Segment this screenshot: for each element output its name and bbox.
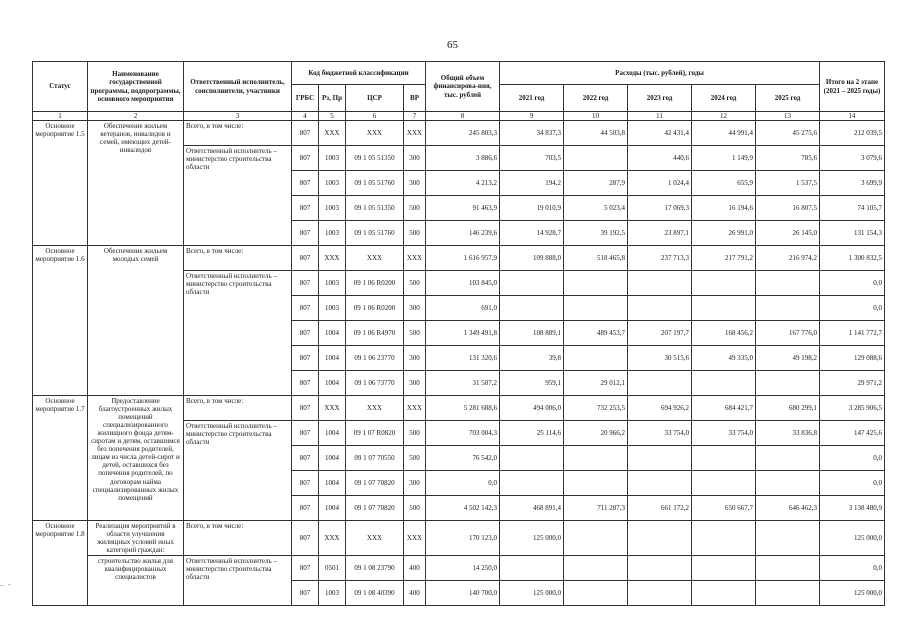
csr-cell: XXX: [346, 246, 404, 271]
name-cell: строительство жилья для квалифицированных специалистов: [88, 556, 184, 606]
total-cell: 14 250,0: [426, 556, 500, 581]
grbs-cell: 807: [292, 196, 319, 221]
y2022-cell: 39 192,5: [564, 221, 628, 246]
y2024-cell: [692, 581, 756, 606]
y2021-cell: [500, 471, 564, 496]
vr-cell: 300: [404, 296, 426, 321]
total-cell: 5 281 688,6: [426, 396, 500, 421]
total-cell: 691,0: [426, 296, 500, 321]
stage-cell: 131 154,3: [820, 221, 885, 246]
csr-cell: 09 1 06 73770: [346, 371, 404, 396]
column-index: 7: [404, 112, 426, 121]
header-2023: 2023 год: [628, 85, 692, 112]
stage-cell: 125 000,0: [820, 581, 885, 606]
y2025-cell: 216 974,2: [756, 246, 820, 271]
y2023-cell: 33 754,0: [628, 421, 692, 446]
responsible-cell: Всего, в том числе:: [184, 121, 292, 146]
stage-cell: 0,0: [820, 471, 885, 496]
stage-cell: 3 138 480,9: [820, 496, 885, 521]
y2021-cell: [500, 556, 564, 581]
y2022-cell: 518 465,8: [564, 246, 628, 271]
y2025-cell: 167 776,0: [756, 321, 820, 346]
table-row: [33, 556, 885, 581]
name-cell: Обеспечение жильем ветеранов, инвалидов и семей, имеющих детей-инвалидов: [88, 121, 184, 246]
y2023-cell: [628, 471, 692, 496]
total-cell: 131 320,6: [426, 346, 500, 371]
total-cell: 0,0: [426, 471, 500, 496]
total-cell: 1 616 957,9: [426, 246, 500, 271]
y2024-cell: [692, 521, 756, 556]
y2022-cell: [564, 346, 628, 371]
vr-cell: 500: [404, 321, 426, 346]
y2022-cell: 5 023,4: [564, 196, 628, 221]
column-index: 2: [88, 112, 184, 121]
vr-cell: 500: [404, 271, 426, 296]
rzpr-cell: 1003: [319, 221, 346, 246]
y2022-cell: 29 012,1: [564, 371, 628, 396]
y2024-cell: [692, 371, 756, 396]
rzpr-cell: 1004: [319, 321, 346, 346]
scan-edge-mark: – -: [0, 580, 11, 589]
y2022-cell: 287,9: [564, 171, 628, 196]
rzpr-cell: 1003: [319, 271, 346, 296]
y2023-cell: [628, 556, 692, 581]
csr-cell: 09 1 06 23770: [346, 346, 404, 371]
grbs-cell: 807: [292, 296, 319, 321]
y2022-cell: 711 287,3: [564, 496, 628, 521]
stage-cell: 1 300 832,5: [820, 246, 885, 271]
grbs-cell: 807: [292, 371, 319, 396]
header-responsible: Ответственный исполнитель, соисполнители, участники: [184, 62, 292, 112]
name-cell: Реализация мероприятий в области улучшения жилищных условий иных категорий граждан:: [88, 521, 184, 556]
y2025-cell: [756, 471, 820, 496]
y2023-cell: 42 431,4: [628, 121, 692, 146]
rzpr-cell: 1004: [319, 421, 346, 446]
y2024-cell: 217 791,2: [692, 246, 756, 271]
table-row: [33, 521, 885, 556]
y2023-cell: [628, 271, 692, 296]
table-row: [33, 396, 885, 421]
vr-cell: 500: [404, 496, 426, 521]
vr-cell: 300: [404, 146, 426, 171]
y2024-cell: 26 991,0: [692, 221, 756, 246]
column-index: 3: [184, 112, 292, 121]
grbs-cell: 807: [292, 171, 319, 196]
rzpr-cell: XXX: [319, 396, 346, 421]
header-expenses: Расходы (тыс. рублей), годы: [500, 62, 820, 85]
y2023-cell: 440,6: [628, 146, 692, 171]
y2025-cell: 26 145,0: [756, 221, 820, 246]
grbs-cell: 807: [292, 246, 319, 271]
stage-cell: 0,0: [820, 446, 885, 471]
rzpr-cell: XXX: [319, 121, 346, 146]
y2021-cell: 19 010,9: [500, 196, 564, 221]
csr-cell: 09 1 08 40390: [346, 581, 404, 606]
y2023-cell: 237 713,3: [628, 246, 692, 271]
grbs-cell: 807: [292, 396, 319, 421]
name-cell: Обеспечение жильем молодых семей: [88, 246, 184, 396]
y2024-cell: 168 456,2: [692, 321, 756, 346]
header-rzpr: Рз, Пр: [319, 85, 346, 112]
y2023-cell: 661 172,2: [628, 496, 692, 521]
y2021-cell: 125 000,0: [500, 521, 564, 556]
y2025-cell: [756, 296, 820, 321]
rzpr-cell: 0501: [319, 556, 346, 581]
y2025-cell: [756, 581, 820, 606]
y2025-cell: 785,6: [756, 146, 820, 171]
y2024-cell: 33 754,0: [692, 421, 756, 446]
y2021-cell: 959,1: [500, 371, 564, 396]
csr-cell: 09 1 05 51350: [346, 196, 404, 221]
column-index: 14: [820, 112, 885, 121]
csr-cell: 09 1 06 R4970: [346, 321, 404, 346]
y2021-cell: 14 928,7: [500, 221, 564, 246]
vr-cell: 500: [404, 221, 426, 246]
responsible-cell: Ответственный исполнитель – министерство строительства области: [184, 146, 292, 246]
grbs-cell: 807: [292, 146, 319, 171]
column-index: 10: [564, 112, 628, 121]
name-cell: Предоставление благоустроенных жилых помещений специализированного жилищного фонда детям-сиротам и детям, оставшимся без попечения родителей, лицам из числа детей-сирот и детей, оставшихся без попечения родителей, по договорам найма специализированных жилых помещений: [88, 396, 184, 521]
y2025-cell: [756, 556, 820, 581]
csr-cell: 09 1 07 70820: [346, 471, 404, 496]
responsible-cell: Ответственный исполнитель – министерство строительства области: [184, 556, 292, 606]
grbs-cell: 807: [292, 446, 319, 471]
table-row: [33, 246, 885, 271]
table-row: [33, 121, 885, 146]
y2023-cell: 207 197,7: [628, 321, 692, 346]
y2023-cell: 1 024,4: [628, 171, 692, 196]
header-status: Статус: [33, 62, 88, 112]
stage-cell: 3 285 906,5: [820, 396, 885, 421]
y2024-cell: [692, 556, 756, 581]
column-index: 8: [426, 112, 500, 121]
budget-table: [32, 61, 885, 606]
column-index: 4: [292, 112, 319, 121]
y2022-cell: 489 453,7: [564, 321, 628, 346]
rzpr-cell: XXX: [319, 521, 346, 556]
total-cell: 146 239,6: [426, 221, 500, 246]
total-cell: 3 886,6: [426, 146, 500, 171]
csr-cell: 09 1 08 23790: [346, 556, 404, 581]
rzpr-cell: 1004: [319, 371, 346, 396]
y2021-cell: 108 889,1: [500, 321, 564, 346]
y2022-cell: [564, 556, 628, 581]
csr-cell: 09 1 05 51350: [346, 146, 404, 171]
status-cell: Основное мероприятие 1.5: [33, 121, 88, 246]
column-index: 1: [33, 112, 88, 121]
y2025-cell: 45 275,6: [756, 121, 820, 146]
total-cell: 245 803,3: [426, 121, 500, 146]
column-index: 9: [500, 112, 564, 121]
responsible-cell: Всего, в том числе:: [184, 246, 292, 271]
column-index-row: [33, 112, 885, 121]
y2023-cell: [628, 371, 692, 396]
status-cell: Основное мероприятие 1.6: [33, 246, 88, 396]
grbs-cell: 807: [292, 521, 319, 556]
vr-cell: 500: [404, 196, 426, 221]
vr-cell: 300: [404, 346, 426, 371]
rzpr-cell: 1003: [319, 171, 346, 196]
y2025-cell: 1 537,5: [756, 171, 820, 196]
csr-cell: 09 1 06 R0200: [346, 271, 404, 296]
total-cell: 4 502 142,3: [426, 496, 500, 521]
y2024-cell: 650 667,7: [692, 496, 756, 521]
page-number: 65: [447, 39, 458, 51]
grbs-cell: 807: [292, 121, 319, 146]
grbs-cell: 807: [292, 421, 319, 446]
csr-cell: 09 1 05 51760: [346, 221, 404, 246]
stage-cell: 29 971,2: [820, 371, 885, 396]
grbs-cell: 807: [292, 321, 319, 346]
y2025-cell: [756, 271, 820, 296]
y2022-cell: [564, 581, 628, 606]
y2022-cell: [564, 471, 628, 496]
y2023-cell: 30 515,6: [628, 346, 692, 371]
responsible-cell: Всего, в том числе:: [184, 396, 292, 421]
header-total-stage: Итого на 2 этапе (2021 – 2025 годы): [820, 62, 885, 112]
y2023-cell: [628, 296, 692, 321]
y2022-cell: 20 966,2: [564, 421, 628, 446]
y2022-cell: [564, 521, 628, 556]
csr-cell: 09 1 07 70820: [346, 496, 404, 521]
total-cell: 76 542,0: [426, 446, 500, 471]
stage-cell: 3 699,9: [820, 171, 885, 196]
responsible-cell: Всего, в том числе:: [184, 521, 292, 556]
responsible-cell: Ответственный исполнитель – министерство строительства области: [184, 421, 292, 521]
vr-cell: XXX: [404, 396, 426, 421]
y2025-cell: [756, 521, 820, 556]
y2021-cell: [500, 446, 564, 471]
csr-cell: 09 1 07 70550: [346, 446, 404, 471]
total-cell: 31 587,2: [426, 371, 500, 396]
y2021-cell: 125 000,0: [500, 581, 564, 606]
csr-cell: XXX: [346, 121, 404, 146]
header-total-volume: Общий объем финансирова-ния, тыс. рублей: [426, 62, 500, 112]
rzpr-cell: 1003: [319, 146, 346, 171]
grbs-cell: 807: [292, 581, 319, 606]
status-cell: Основное мероприятие 1.8: [33, 521, 88, 606]
vr-cell: XXX: [404, 246, 426, 271]
y2022-cell: [564, 296, 628, 321]
total-cell: 170 123,0: [426, 521, 500, 556]
total-cell: 703 004,3: [426, 421, 500, 446]
y2021-cell: 468 891,4: [500, 496, 564, 521]
y2023-cell: 23 897,1: [628, 221, 692, 246]
vr-cell: 500: [404, 446, 426, 471]
y2023-cell: [628, 521, 692, 556]
y2024-cell: 1 149,9: [692, 146, 756, 171]
rzpr-cell: 1003: [319, 581, 346, 606]
rzpr-cell: 1003: [319, 196, 346, 221]
y2021-cell: [500, 296, 564, 321]
header-vr: ВР: [404, 85, 426, 112]
grbs-cell: 807: [292, 471, 319, 496]
stage-cell: 3 079,6: [820, 146, 885, 171]
vr-cell: XXX: [404, 121, 426, 146]
stage-cell: 1 141 772,7: [820, 321, 885, 346]
y2024-cell: [692, 471, 756, 496]
csr-cell: 09 1 05 51760: [346, 171, 404, 196]
stage-cell: 74 105,7: [820, 196, 885, 221]
y2021-cell: 39,8: [500, 346, 564, 371]
y2021-cell: 25 114,6: [500, 421, 564, 446]
y2024-cell: [692, 271, 756, 296]
rzpr-cell: 1004: [319, 446, 346, 471]
column-index: 13: [756, 112, 820, 121]
y2021-cell: 494 006,0: [500, 396, 564, 421]
y2021-cell: 109 888,0: [500, 246, 564, 271]
stage-cell: 125 000,0: [820, 521, 885, 556]
y2022-cell: 44 503,8: [564, 121, 628, 146]
total-cell: 140 700,0: [426, 581, 500, 606]
y2021-cell: [500, 271, 564, 296]
csr-cell: 09 1 07 R0820: [346, 421, 404, 446]
y2025-cell: 646 462,3: [756, 496, 820, 521]
vr-cell: XXX: [404, 521, 426, 556]
y2024-cell: [692, 446, 756, 471]
y2024-cell: [692, 296, 756, 321]
vr-cell: 500: [404, 421, 426, 446]
header-budget-code: Код бюджетной классификации: [292, 62, 426, 85]
vr-cell: 300: [404, 471, 426, 496]
y2025-cell: [756, 371, 820, 396]
header-2024: 2024 год: [692, 85, 756, 112]
stage-cell: 0,0: [820, 556, 885, 581]
total-cell: 103 845,0: [426, 271, 500, 296]
header-csr: ЦСР: [346, 85, 404, 112]
vr-cell: 300: [404, 171, 426, 196]
y2021-cell: 194,2: [500, 171, 564, 196]
y2023-cell: [628, 446, 692, 471]
y2023-cell: 694 926,2: [628, 396, 692, 421]
status-cell: Основное мероприятие 1.7: [33, 396, 88, 521]
csr-cell: XXX: [346, 521, 404, 556]
column-index: 11: [628, 112, 692, 121]
y2024-cell: 655,9: [692, 171, 756, 196]
y2024-cell: 16 194,6: [692, 196, 756, 221]
y2024-cell: 49 335,0: [692, 346, 756, 371]
y2025-cell: 16 807,5: [756, 196, 820, 221]
total-cell: 1 349 491,8: [426, 321, 500, 346]
header-2021: 2021 год: [500, 85, 564, 112]
total-cell: 91 463,9: [426, 196, 500, 221]
y2025-cell: 680 299,1: [756, 396, 820, 421]
grbs-cell: 807: [292, 221, 319, 246]
grbs-cell: 807: [292, 346, 319, 371]
vr-cell: 400: [404, 581, 426, 606]
y2025-cell: [756, 446, 820, 471]
header-grbs: ГРБС: [292, 85, 319, 112]
stage-cell: 212 039,5: [820, 121, 885, 146]
y2023-cell: [628, 581, 692, 606]
y2022-cell: [564, 271, 628, 296]
grbs-cell: 807: [292, 556, 319, 581]
y2025-cell: 33 836,8: [756, 421, 820, 446]
y2022-cell: [564, 446, 628, 471]
y2025-cell: 49 198,2: [756, 346, 820, 371]
stage-cell: 147 425,6: [820, 421, 885, 446]
column-index: 6: [346, 112, 404, 121]
column-index: 5: [319, 112, 346, 121]
rzpr-cell: 1004: [319, 346, 346, 371]
total-cell: 4 213,2: [426, 171, 500, 196]
column-index: 12: [692, 112, 756, 121]
y2021-cell: 703,5: [500, 146, 564, 171]
rzpr-cell: XXX: [319, 246, 346, 271]
csr-cell: 09 1 06 R0200: [346, 296, 404, 321]
rzpr-cell: 1004: [319, 471, 346, 496]
stage-cell: 129 088,6: [820, 346, 885, 371]
stage-cell: 0,0: [820, 271, 885, 296]
y2023-cell: 17 069,3: [628, 196, 692, 221]
header-2022: 2022 год: [564, 85, 628, 112]
vr-cell: 400: [404, 556, 426, 581]
y2024-cell: 44 991,4: [692, 121, 756, 146]
grbs-cell: 807: [292, 271, 319, 296]
y2021-cell: 34 837,3: [500, 121, 564, 146]
stage-cell: 0,0: [820, 296, 885, 321]
rzpr-cell: 1003: [319, 296, 346, 321]
rzpr-cell: 1004: [319, 496, 346, 521]
csr-cell: XXX: [346, 396, 404, 421]
vr-cell: 300: [404, 371, 426, 396]
grbs-cell: 807: [292, 496, 319, 521]
header-name: Наименование государственной программы, подпрограммы, основного мероприятия: [88, 62, 184, 112]
y2022-cell: 732 253,5: [564, 396, 628, 421]
y2024-cell: 684 421,7: [692, 396, 756, 421]
y2022-cell: [564, 146, 628, 171]
responsible-cell: Ответственный исполнитель – министерство строительства области: [184, 271, 292, 396]
header-2025: 2025 год: [756, 85, 820, 112]
